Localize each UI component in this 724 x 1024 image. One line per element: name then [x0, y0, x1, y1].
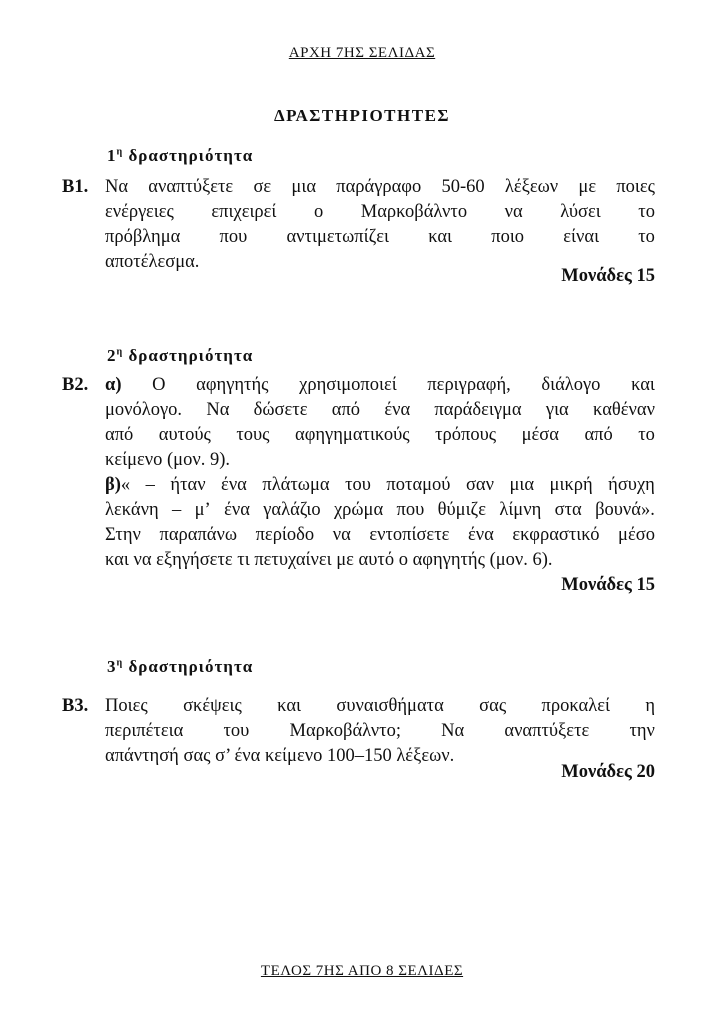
- text-line: αποτέλεσμα.: [105, 252, 200, 272]
- text-line: β)« – ήταν ένα πλάτωμα του ποταμού σαν μια μικρή ήσυχη: [105, 475, 655, 495]
- question-body: [105, 175, 655, 275]
- question-label: Β1.: [62, 177, 89, 197]
- activity-1-heading: $1^\eta$ δραστηριότητα: [107, 146, 254, 165]
- marks: Μονάδες 20: [561, 762, 655, 782]
- question-body: [105, 694, 655, 769]
- question-label: Β3.: [62, 696, 89, 716]
- text-line: από αυτούς τους αφηγηματικούς τρόπους μέσα από το: [105, 425, 655, 445]
- text-line: λεκάνη – μ’ ένα γαλάζιο χρώμα που θύμιζε λίμνη στα βουνά».: [105, 500, 655, 520]
- section-title: ΔΡΑΣΤΗΡΙΟΤΗΤΕΣ: [273, 106, 451, 125]
- page-header: ΑΡΧΗ 7ΗΣ ΣΕΛΙΔΑΣ: [288, 45, 436, 61]
- text-line: α) Ο αφηγητής χρησιμοποιεί περιγραφή, διάλογο και: [105, 375, 655, 395]
- question-label: Β2.: [62, 375, 89, 395]
- text-line: κείμενο (μον. 9).: [105, 450, 230, 470]
- text-line: και να εξηγήσετε τι πετυχαίνει με αυτό ο αφηγητής (μον. 6).: [105, 550, 553, 570]
- text-line: πρόβλημα που αντιμετωπίζει και ποιο είναι το: [105, 227, 655, 247]
- marks: Μονάδες 15: [561, 575, 655, 595]
- text-line: μονόλογο. Να δώσετε από ένα παράδειγμα για καθέναν: [105, 400, 655, 420]
- text-line: Στην παραπάνω περίοδο να εντοπίσετε ένα εκφραστικό μέσο: [105, 525, 655, 545]
- text-line: περιπέτεια του Μαρκοβάλντο; Να αναπτύξετε την: [105, 721, 655, 741]
- text-line: ενέργειες επιχειρεί ο Μαρκοβάλντο να λύσει το: [105, 202, 655, 222]
- text-line: Ποιες σκέψεις και συναισθήματα σας προκαλεί η: [105, 696, 655, 716]
- text-line: απάντησή σας σ’ ένα κείμενο 100–150 λέξεων.: [105, 746, 455, 766]
- text-line: Να αναπτύξετε σε μια παράγραφο 50-60 λέξεων με ποιες: [105, 177, 655, 197]
- activity-3-heading: $3^\eta$ δραστηριότητα: [107, 657, 254, 676]
- marks: Μονάδες 15: [561, 266, 655, 286]
- activity-2-heading: $2^\eta$ δραστηριότητα: [107, 346, 254, 365]
- page-footer: ΤΕΛΟΣ 7ΗΣ ΑΠΟ 8 ΣΕΛΙΔΕΣ: [260, 963, 464, 979]
- question-body: [105, 373, 655, 573]
